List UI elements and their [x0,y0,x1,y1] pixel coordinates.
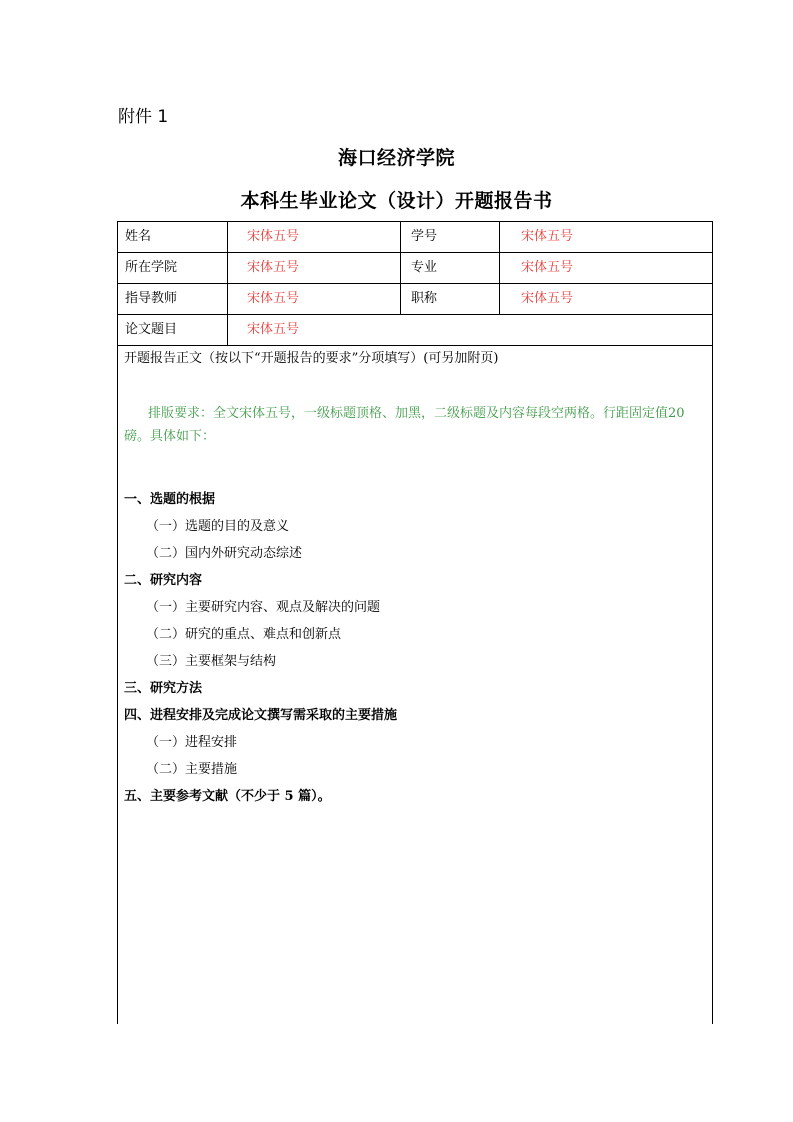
report-intro: 开题报告正文（按以下“开题报告的要求”分项填写）(可另加附页) [124,351,499,366]
outline-subheading: （一）主要研究内容、观点及解决的问题 [146,600,381,615]
outline-heading-2: 二、研究内容 [124,573,203,588]
name-value[interactable]: 宋体五号 [228,222,401,252]
info-row-college [118,253,712,284]
topic-value[interactable]: 宋体五号 [247,322,300,337]
outline-subheading: （二）国内外研究动态综述 [146,546,303,561]
info-row-name [118,222,712,253]
outline-heading-1: 一、选题的根据 [124,492,216,507]
proposal-form-table [117,221,713,1024]
student-id-value[interactable]: 宋体五号 [521,229,574,244]
document-title: 本科生毕业论文（设计）开题报告书 [240,190,553,212]
report-outline [124,486,704,810]
outline-subheading: （二）主要措施 [146,762,238,777]
topic-label: 论文题目 [118,315,228,345]
title-rank-label: 职称 [401,284,500,314]
major-label: 专业 [401,253,500,283]
outline-subheading: （一）进程安排 [146,735,238,750]
report-body[interactable] [118,346,712,1024]
outline-subheading: （二）研究的重点、难点和创新点 [146,627,342,642]
name-label: 姓名 [118,222,228,252]
info-row-advisor [118,284,712,315]
student-id-label: 学号 [401,222,500,252]
outline-heading-4: 四、进程安排及完成论文撰写需采取的主要措施 [124,708,398,723]
info-row-topic [118,315,712,346]
advisor-value[interactable]: 宋体五号 [228,284,401,314]
attachment-label: 附件 1 [118,107,169,127]
advisor-label: 指导教师 [118,284,228,314]
major-value[interactable]: 宋体五号 [521,260,574,275]
formatting-requirements: 排版要求：全文宋体五号，一级标题顶格、加黑，二级标题及内容每段空两格。行距固定值20 磅。具体如下： [124,406,685,444]
outline-subheading: （三）主要框架与结构 [146,654,277,669]
college-value[interactable]: 宋体五号 [228,253,401,283]
outline-heading-5: 五、主要参考文献（不少于 5 篇）。 [124,789,331,804]
school-name: 海口经济学院 [337,147,455,169]
outline-heading-3: 三、研究方法 [124,681,203,696]
title-rank-value[interactable]: 宋体五号 [521,291,574,306]
outline-subheading: （一）选题的目的及意义 [146,519,290,534]
college-label: 所在学院 [118,253,228,283]
